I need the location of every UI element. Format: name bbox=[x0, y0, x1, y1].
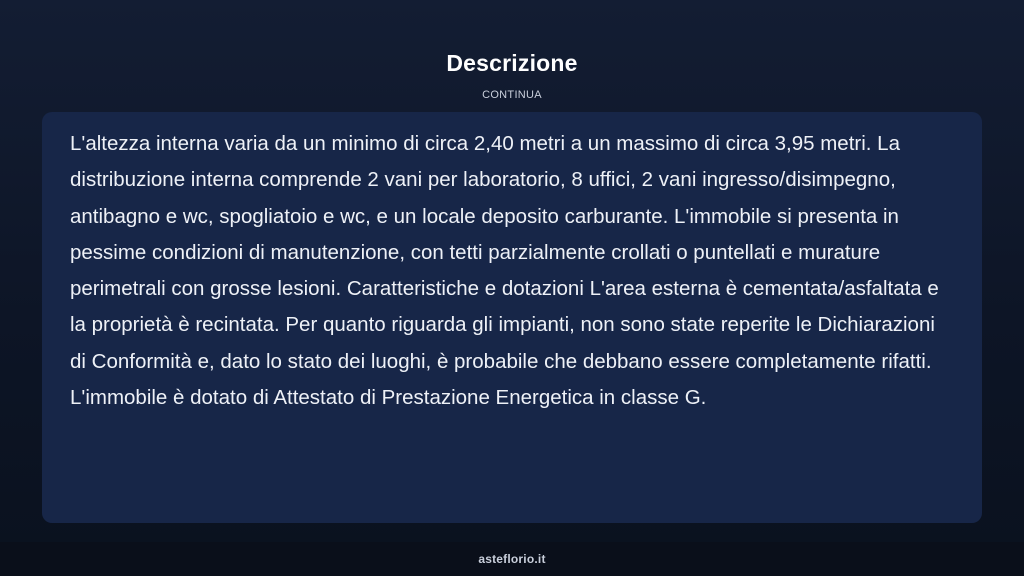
description-card bbox=[42, 112, 982, 523]
continua-label: CONTINUA bbox=[482, 89, 542, 101]
page-title: Descrizione bbox=[446, 50, 578, 76]
page-header bbox=[0, 48, 1024, 102]
footer-bar bbox=[0, 542, 1024, 576]
description-text: L'altezza interna varia da un minimo di circa 2,40 metri a un massimo di circa 3,95 metri. La distribuzione interna comprende 2 vani per laboratorio, 8 uffici, 2 vani ingresso/disimpegno, antibagno e wc, spogliatoio e wc, e un locale deposito carburante. L'immobile si presenta in pessime condizioni di manutenzione, con tetti parzialmente crollati o puntellati e murature perimetrali con grosse lesioni. Caratteristiche e dotazioni L'area esterna è cementata/asfaltata e la proprietà è recintata. Per quanto riguarda gli impianti, non sono state reperite le Dichiarazioni di Conformità e, dato lo stato dei luoghi, è probabile che debbano essere completamente rifatti. L'immobile è dotato di Attestato di Prestazione Energetica in classe G. bbox=[70, 132, 939, 410]
footer-site-name: asteflorio.it bbox=[478, 552, 546, 566]
